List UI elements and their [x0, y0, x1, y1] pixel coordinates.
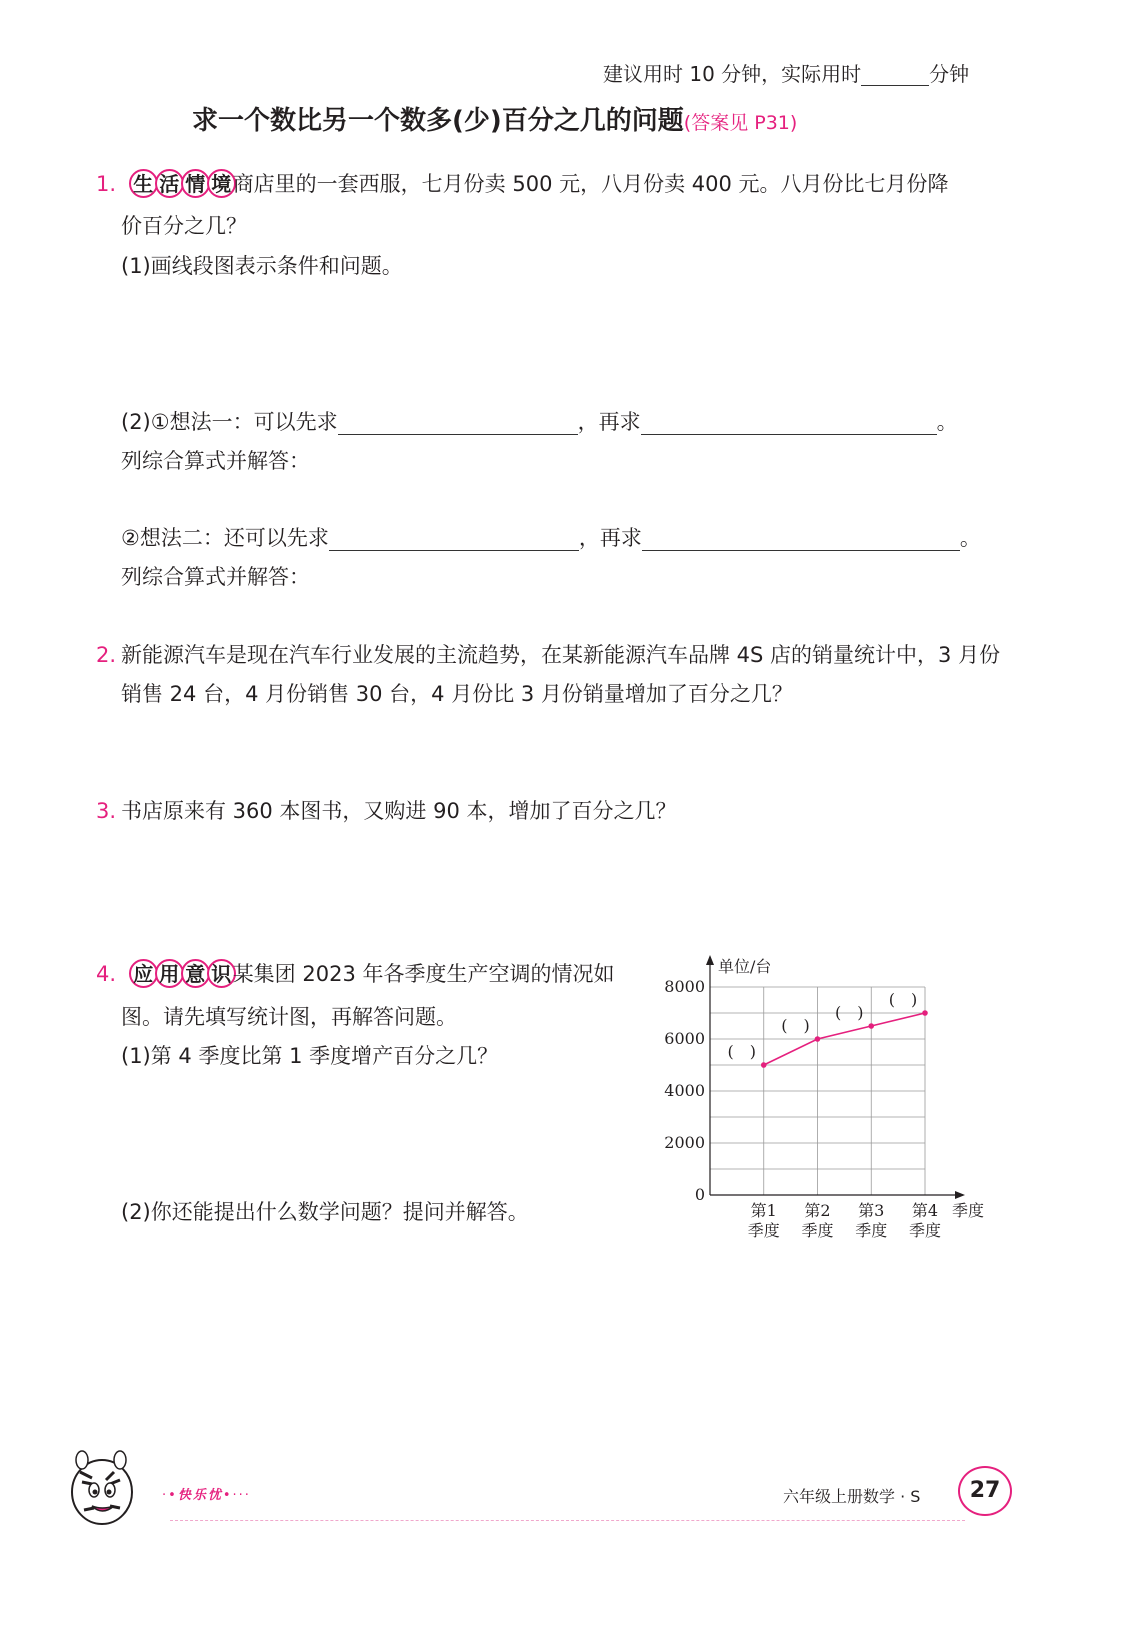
data-point: [761, 1062, 767, 1068]
chart-axes: [706, 955, 965, 1199]
x-tick-label: 第2: [804, 1201, 831, 1220]
slogan-dots-right: •···: [222, 1488, 251, 1503]
q4-line2: 图。请先填写统计图，再解答问题。: [121, 1005, 457, 1029]
value-label-blank: ( ): [835, 1003, 864, 1022]
time-note-suffix: 分钟: [929, 62, 970, 86]
q3-number: 3.: [96, 799, 117, 823]
q1-text-1: 商店里的一套西服，七月份卖 500 元，八月份卖 400 元。八月份比七月份降: [232, 172, 949, 196]
value-label-blank: ( ): [888, 990, 918, 1009]
x-tick-label: 第3: [858, 1201, 885, 1220]
y-tick-label: 4000: [664, 1081, 705, 1100]
chart-grid: [710, 987, 925, 1195]
book-label: 六年级上册数学 · S: [783, 1487, 921, 1506]
y-axis-arrow: [706, 955, 714, 965]
chart-points: [728, 990, 928, 1068]
page-title: [192, 100, 797, 137]
q1-number: 1.: [96, 172, 117, 196]
slogan-text: 快乐忧: [177, 1488, 223, 1503]
q4-line1: [96, 959, 614, 988]
idea2-end: 。: [959, 526, 981, 550]
x-tick-label: 季度: [855, 1221, 888, 1240]
production-line-chart: [655, 945, 1000, 1255]
q4-badge-char: 用: [155, 959, 184, 988]
y-axis-label: 单位/台: [718, 957, 772, 976]
idea1-mid: ，再求: [577, 410, 641, 434]
x-tick-label: 第1: [750, 1201, 777, 1220]
q1-formula-1: 列综合算式并解答：: [121, 449, 310, 473]
y-tick-label: 6000: [664, 1029, 705, 1048]
value-label-blank: ( ): [727, 1042, 756, 1061]
q4-badge-char: 应: [129, 959, 158, 988]
value-label-blank: ( ): [781, 1016, 810, 1035]
footer-dashed-line: [170, 1520, 965, 1521]
q4-badge: [129, 959, 233, 988]
x-tick-label: 季度: [801, 1221, 834, 1240]
y-tick-label: 2000: [664, 1133, 705, 1152]
q4-badge-char: 意: [181, 959, 210, 988]
q3-line1: [96, 799, 677, 824]
y-tick-label: 8000: [664, 977, 705, 996]
q1-idea1: [121, 410, 958, 435]
q1-line2: 价百分之几？: [121, 214, 247, 238]
q2-line1: [96, 643, 1000, 668]
q2-line2: 销售 24 台，4 月份销售 30 台，4 月份比 3 月份销量增加了百分之几？: [121, 682, 793, 706]
x-tick-label: 季度: [908, 1221, 942, 1240]
idea2-blank-2[interactable]: [642, 526, 960, 551]
data-point: [815, 1036, 821, 1042]
idea1-end: 。: [936, 410, 958, 434]
idea2-blank-1[interactable]: [329, 526, 579, 551]
q4-part1: (1)第 4 季度比第 1 季度增产百分之几？: [121, 1044, 499, 1068]
page-number-badge: [958, 1466, 1012, 1516]
footer-slogan: [162, 1484, 251, 1503]
time-note: [603, 62, 969, 86]
q1-badge: [129, 169, 233, 198]
q1-badge-char: 活: [155, 169, 184, 198]
page-number: 27: [969, 1478, 1001, 1503]
x-axis-label: 季度: [952, 1201, 985, 1220]
q4-part2: (2)你还能提出什么数学问题？提问并解答。: [121, 1200, 529, 1224]
q1-badge-char: 境: [207, 169, 236, 198]
slogan-dots-left: ·•: [162, 1488, 178, 1503]
x-tick-label: 第4: [911, 1201, 939, 1220]
q1-idea2: [121, 526, 981, 551]
data-point: [868, 1023, 874, 1029]
q3-text-1: 书店原来有 360 本图书，又购进 90 本，增加了百分之几？: [121, 799, 677, 823]
zebra-mascot: [62, 1450, 140, 1530]
chart-labels: [664, 957, 984, 1240]
title-text: 求一个数比另一个数多(少)百分之几的问题: [192, 106, 684, 136]
x-axis-arrow: [955, 1191, 965, 1199]
x-tick-label: 季度: [747, 1221, 780, 1240]
q1-badge-char: 情: [181, 169, 210, 198]
idea2-mid: ，再求: [578, 526, 642, 550]
q1-part1: (1)画线段图表示条件和问题。: [121, 254, 403, 278]
idea1-blank-1[interactable]: [338, 410, 578, 435]
q1-badge-char: 生: [129, 169, 158, 198]
idea1-blank-2[interactable]: [641, 410, 937, 435]
q2-number: 2.: [96, 643, 117, 667]
q4-number: 4.: [96, 962, 117, 986]
time-blank[interactable]: [861, 63, 929, 86]
q4-badge-char: 识: [207, 959, 236, 988]
q1-line1: [96, 169, 949, 198]
idea2-label: ②想法二：还可以先求: [121, 526, 329, 550]
idea1-label: (2)①想法一：可以先求: [121, 410, 338, 434]
q1-formula-2: 列综合算式并解答：: [121, 565, 310, 589]
y-tick-label: 0: [694, 1185, 705, 1204]
data-point: [922, 1010, 928, 1016]
time-note-prefix: 建议用时 10 分钟，实际用时: [603, 62, 862, 86]
q4-text-1: 某集团 2023 年各季度生产空调的情况如: [232, 962, 615, 986]
answer-reference: (答案见 P31): [683, 112, 798, 134]
q2-text-1: 新能源汽车是现在汽车行业发展的主流趋势，在某新能源汽车品牌 4S 店的销量统计中，3 月份: [121, 643, 1001, 667]
